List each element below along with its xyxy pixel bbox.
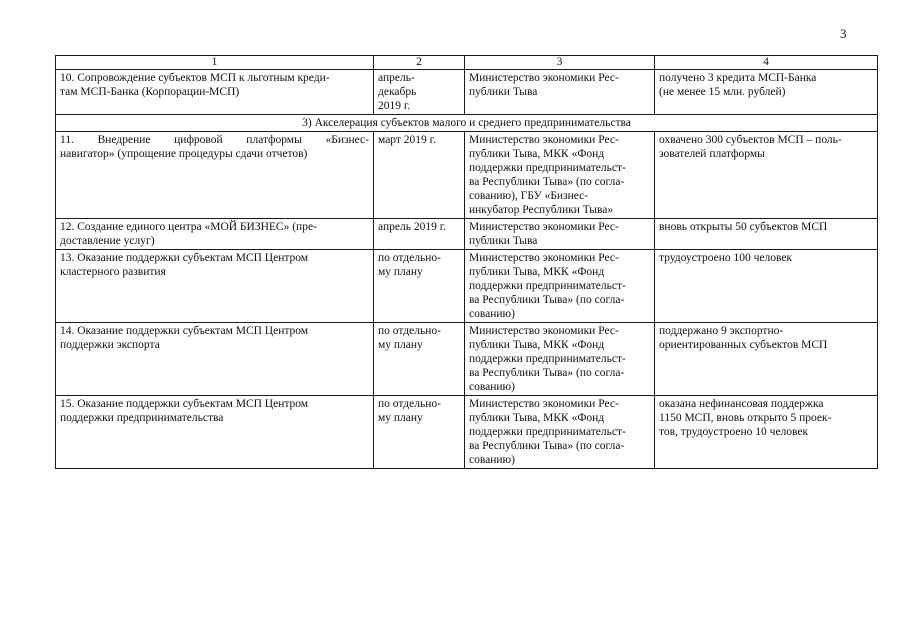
row-15-responsible: Министерство экономики Рес- публики Тыва, МКК «Фонд поддержки предпринимательст- ва Республики Тыва» (по согла- сованию) [465, 396, 655, 469]
table-row-13 [56, 250, 878, 323]
row-10-term: апрель- декабрь 2019 г. [374, 70, 465, 115]
row-11-responsible: Министерство экономики Рес- публики Тыва, МКК «Фонд поддержки предпринимательст- ва Республики Тыва» (по согла- сованию), ГБУ «Бизнес- инкубатор Республики Тыва» [465, 132, 655, 219]
row-14-result: поддержано 9 экспортно- ориентированных субъектов МСП [655, 323, 878, 396]
table-row-14 [56, 323, 878, 396]
row-11-activity: 11. Внедрение цифровой платформы «Бизнес- навигатор» (упрощение процедуры сдачи отчетов) [56, 132, 374, 219]
row-12-activity: 12. Создание единого центра «МОЙ БИЗНЕС» (пре- доставление услуг) [56, 219, 374, 250]
header-col-2: 2 [374, 56, 465, 70]
row-10-result: получено 3 кредита МСП-Банка (не менее 15 млн. рублей) [655, 70, 878, 115]
row-12-term: апрель 2019 г. [374, 219, 465, 250]
row-12-responsible: Министерство экономики Рес- публики Тыва [465, 219, 655, 250]
table-header-row [56, 56, 878, 70]
section-row-3 [56, 115, 878, 132]
row-14-responsible: Министерство экономики Рес- публики Тыва, МКК «Фонд поддержки предпринимательст- ва Республики Тыва» (по согла- сованию) [465, 323, 655, 396]
table-row-11 [56, 132, 878, 219]
row-15-term: по отдельно- му плану [374, 396, 465, 469]
header-col-3: 3 [465, 56, 655, 70]
plan-table [55, 55, 878, 469]
row-13-result: трудоустроено 100 человек [655, 250, 878, 323]
row-14-activity: 14. Оказание поддержки субъектам МСП Центром поддержки экспорта [56, 323, 374, 396]
row-13-responsible: Министерство экономики Рес- публики Тыва, МКК «Фонд поддержки предпринимательст- ва Республики Тыва» (по согла- сованию) [465, 250, 655, 323]
page-number: 3 [840, 26, 847, 41]
section-title-3: 3) Акселерация субъектов малого и среднего предпринимательства [56, 115, 878, 132]
header-col-4: 4 [655, 56, 878, 70]
row-10-responsible: Министерство экономики Рес- публики Тыва [465, 70, 655, 115]
header-col-1: 1 [56, 56, 374, 70]
table-row-10 [56, 70, 878, 115]
row-10-activity: 10. Сопровождение субъектов МСП к льготным креди- там МСП-Банка (Корпорации-МСП) [56, 70, 374, 115]
row-11-term: март 2019 г. [374, 132, 465, 219]
row-13-term: по отдельно- му плану [374, 250, 465, 323]
table-row-15 [56, 396, 878, 469]
row-13-activity: 13. Оказание поддержки субъектам МСП Центром кластерного развития [56, 250, 374, 323]
row-15-result: оказана нефинансовая поддержка 1150 МСП, вновь открыто 5 проек- тов, трудоустроено 10 человек [655, 396, 878, 469]
table-row-12 [56, 219, 878, 250]
row-12-result: вновь открыты 50 субъектов МСП [655, 219, 878, 250]
row-15-activity: 15. Оказание поддержки субъектам МСП Центром поддержки предпринимательства [56, 396, 374, 469]
row-14-term: по отдельно- му плану [374, 323, 465, 396]
row-11-result: охвачено 300 субъектов МСП – поль- зователей платформы [655, 132, 878, 219]
